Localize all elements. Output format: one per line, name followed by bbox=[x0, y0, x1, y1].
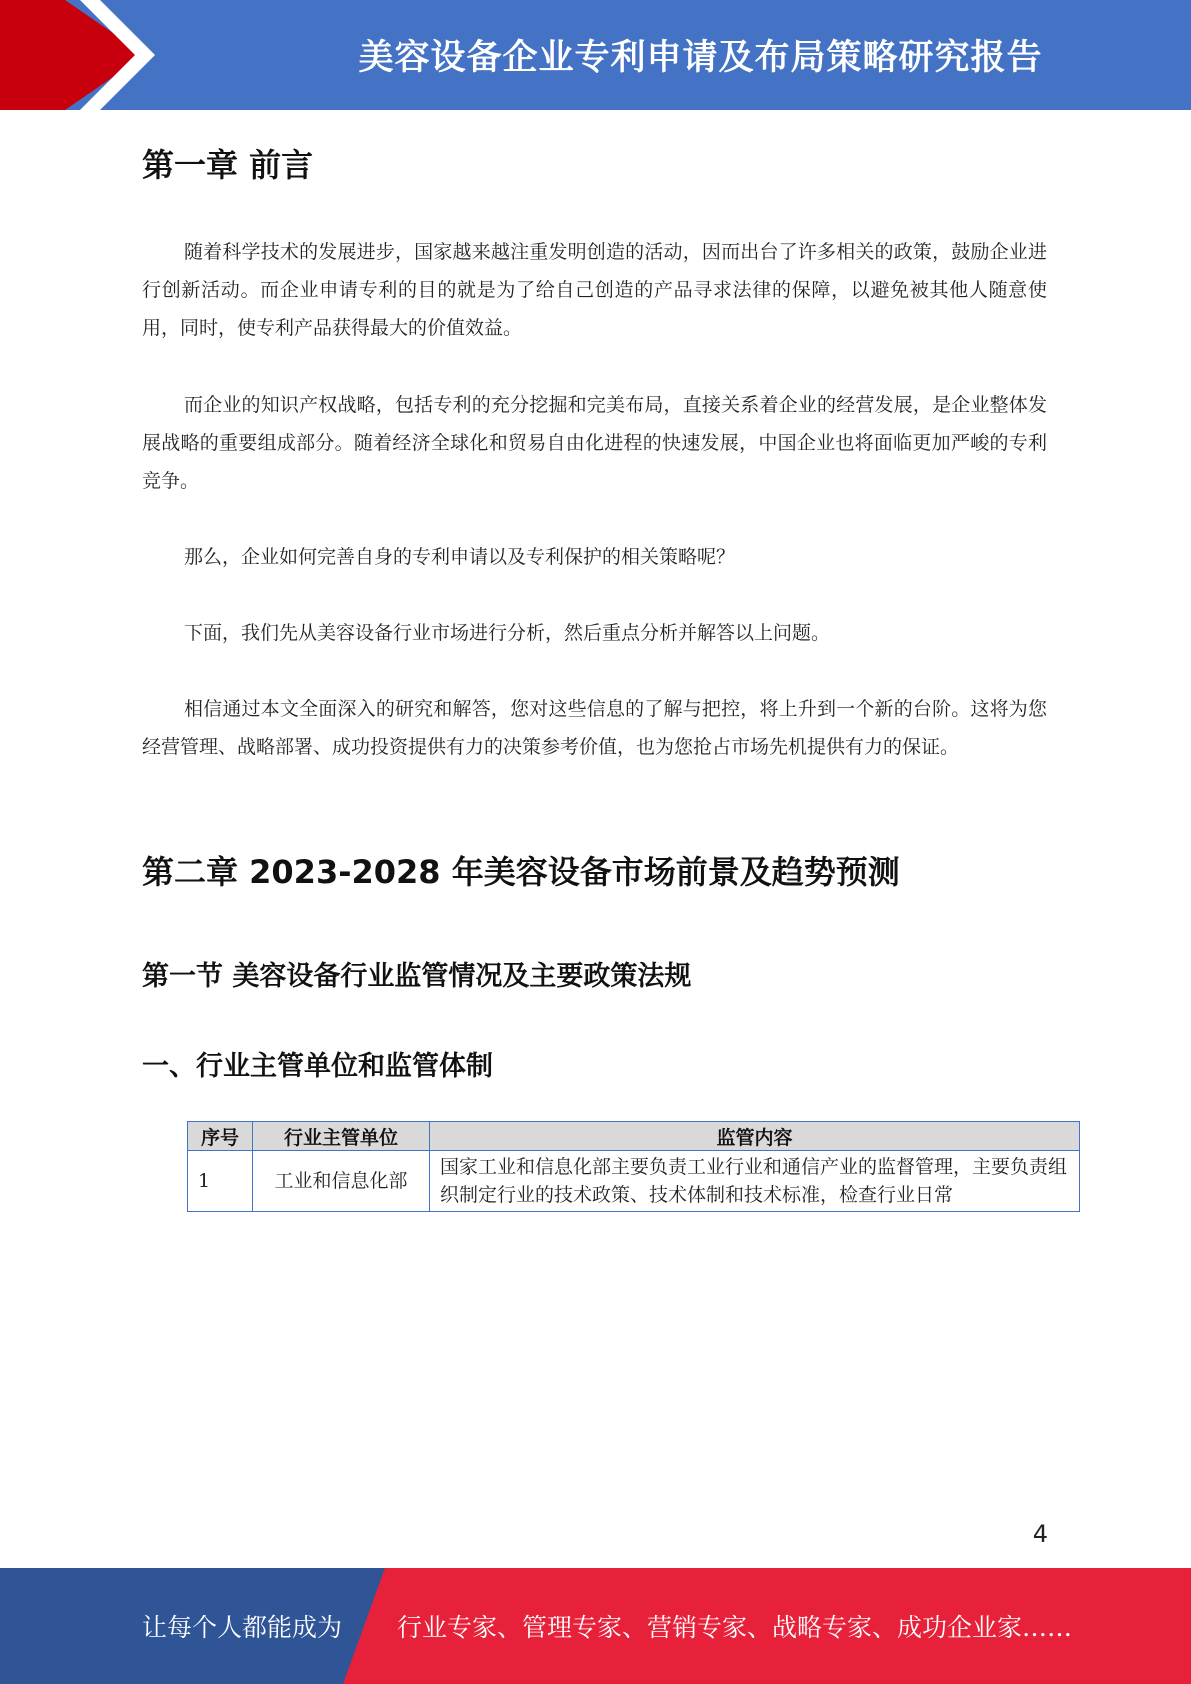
intro-paragraph-1: 随着科学技术的发展进步，国家越来越注重发明创造的活动，因而出台了许多相关的政策，鼓励企业进行创新活动。而企业申请专利的目的就是为了给自己创造的产品寻求法律的保障，以避免被其他人随意使用，同时，使专利产品获得最大的价值效益。 bbox=[142, 241, 1047, 339]
page-number: 4 bbox=[1032, 1520, 1048, 1548]
regulator-table bbox=[187, 1121, 1080, 1212]
table-header-content: 监管内容 bbox=[430, 1122, 1080, 1151]
page-footer bbox=[0, 1568, 1191, 1684]
chapter-2-title: 第二章 2023-2028 年美容设备市场前景及趋势预测 bbox=[142, 853, 900, 891]
footer-slogan-right: 行业专家、管理专家、营销专家、战略专家、成功企业家…… bbox=[397, 1613, 1073, 1642]
table-header-row bbox=[188, 1122, 1080, 1151]
intro-paragraph-5: 相信通过本文全面深入的研究和解答，您对这些信息的了解与把控，将上升到一个新的台阶。这将为您经营管理、战略部署、成功投资提供有力的决策参考价值，也为您抢占市场先机提供有力的保证。 bbox=[142, 698, 1047, 758]
page-header bbox=[0, 0, 1191, 110]
table-cell-unit: 工业和信息化部 bbox=[253, 1151, 430, 1212]
table-cell-index: 1 bbox=[188, 1151, 253, 1212]
intro-paragraph-4: 下面，我们先从美容设备行业市场进行分析，然后重点分析并解答以上问题。 bbox=[184, 622, 831, 644]
section-1-title: 第一节 美容设备行业监管情况及主要政策法规 bbox=[142, 961, 692, 992]
intro-paragraph-3: 那么，企业如何完善自身的专利申请以及专利保护的相关策略呢？ bbox=[184, 546, 736, 568]
table-cell-content: 国家工业和信息化部主要负责工业行业和通信产业的监督管理，主要负责组织制定行业的技术政策、技术体制和技术标准，检查行业日常 bbox=[430, 1151, 1080, 1212]
table-header-unit: 行业主管单位 bbox=[253, 1122, 430, 1151]
table-row bbox=[188, 1151, 1080, 1212]
footer-slogan-left: 让每个人都能成为 bbox=[142, 1613, 343, 1642]
report-title: 美容设备企业专利申请及布局策略研究报告 bbox=[358, 38, 1043, 78]
chapter-1-title: 第一章 前言 bbox=[142, 146, 314, 184]
subsection-1-title: 一、行业主管单位和监管体制 bbox=[142, 1051, 493, 1082]
intro-paragraph-2: 而企业的知识产权战略，包括专利的充分挖掘和完美布局，直接关系着企业的经营发展，是企业整体发展战略的重要组成部分。随着经济全球化和贸易自由化进程的快速发展，中国企业也将面临更加严峻的专利竞争。 bbox=[142, 394, 1047, 492]
table-header-index: 序号 bbox=[188, 1122, 253, 1151]
